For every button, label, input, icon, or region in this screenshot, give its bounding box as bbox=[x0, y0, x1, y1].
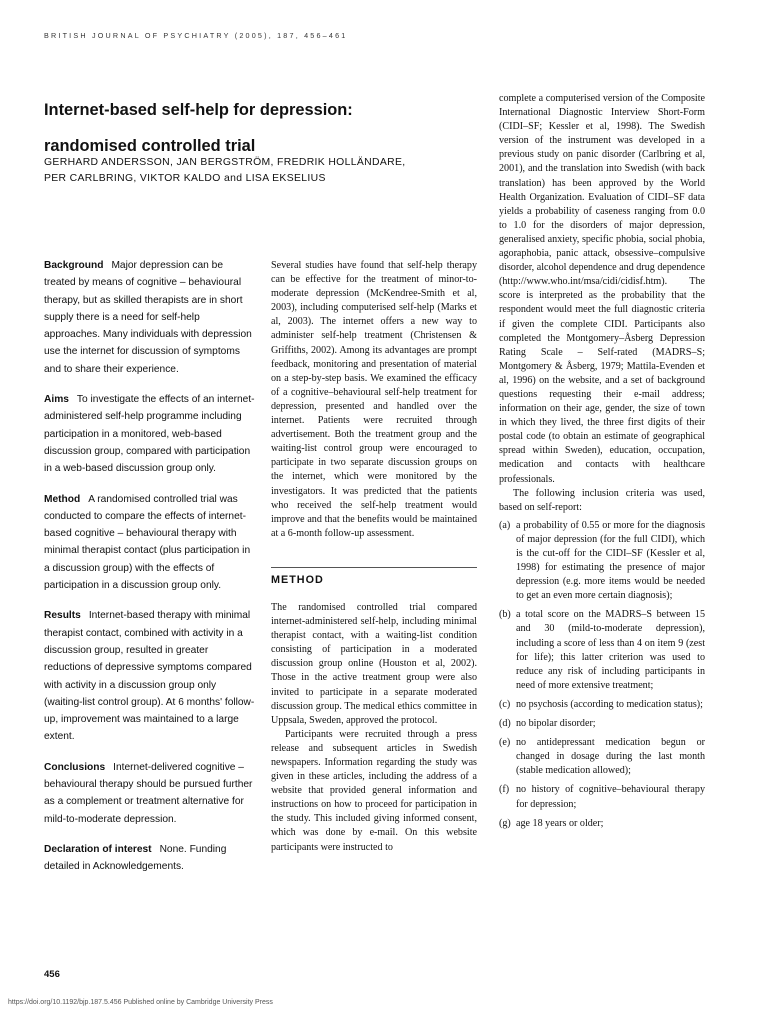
abstract-heading-background: Background bbox=[44, 260, 104, 271]
criterion-label: (a) bbox=[499, 519, 511, 531]
col3-paragraph-1: complete a computerised version of the Composite International Diagnostic Interview Short-Form (CIDI–SF; Kessler et al, 1998). The Swedish version of the instrument was developed in a previous study on panic disorder (Carlbring et al, 2001), and the translation into Swedish (with back translation) has been approved by the World Health Organization. Evaluation of CIDI–SF data yields a probability of caseness ranging from 0.0 to 1.0 for the disorders of major depression, generalised anxiety, specific phobia, social phobia, agoraphobia, panic attack, obsessive–compulsive disorder, alcohol dependence and drug dependence (http://www.who.int/msa/cidi/cidisf.htm). The score is interpreted as the probability that the respondent would meet the full diagnostic criteria if given the complete CIDI. Participants also completed the Montgomery–Åsberg Depression Rating Scale – Self-rated (MADRS–S; Montgomery & Åsberg, 1979; Mattila-Evenden et al, 1996) on the website, and a set of background questions requesting their e-mail address; information on their age, gender, the size of town in which they lived, the three first digits of their postal code (to obtain an estimate of geographical spread within Sweden), education, occupation, medication and contacts with healthcare professionals. bbox=[499, 93, 705, 485]
doi-footer: https://doi.org/10.1192/bjp.187.5.456 Published online by Cambridge University Press bbox=[8, 999, 273, 1006]
list-item bbox=[499, 519, 705, 604]
abstract-heading-results: Results bbox=[44, 610, 81, 622]
article-title bbox=[44, 92, 474, 164]
criterion-text: a total score on the MADRS–S between 15 and 30 (mild-to-moderate depression), including a score of less than 4 on item 9 (zest for life); this latter criterion was used to reduce any risk of including participants in need of more extensive treatment; bbox=[516, 609, 705, 691]
abstract-text-background: Major depression can be treated by means of cognitive – behavioural therapy, but as skilled therapists are in short supply there is a need for self-help approaches. Many individuals with depression use the internet for discussion of symptoms and to share their experience. bbox=[44, 260, 252, 375]
abstract-heading-conclusions: Conclusions bbox=[44, 761, 106, 773]
list-item bbox=[499, 698, 705, 712]
running-head: BRITISH JOURNAL OF PSYCHIATRY (2005), 187, 456–461 bbox=[44, 31, 348, 40]
author-list bbox=[44, 155, 474, 186]
criterion-text: age 18 years or older; bbox=[516, 817, 604, 829]
criterion-text: a probability of 0.55 or more for the diagnosis of major depression (for the full CIDI), which is the cut-off for the CIDI–SF (Kessler et al, 1998) for estimating the presence of major depression (e.g. more items would be needed to get an even more certain diagnosis); bbox=[516, 519, 705, 602]
abstract-text-conclusions: Internet-delivered cognitive – behavioural therapy should be pursued further as a complement or treatment alternative for mild-to-moderate depression. bbox=[44, 761, 253, 825]
criterion-text: no bipolar disorder; bbox=[516, 718, 596, 730]
intro-paragraph: Several studies have found that self-help therapy can be effective for the treatment of minor-to-moderate depression (McKendree-Smith et al, 2003), including computerised self-help (Marks et al, 2003). The internet offers a new way to administer self-help treatment (Christensen & Griffiths, 2002). Among its advantages are prompt feedback, monitoring and presentation of material on a step-by-step basis. We examined the efficacy of a cognitive–behavioural self-help treatment for depression, presented and handled over the internet. Patients were recruited through advertisement. Both the treatment group and the waiting-list control group were encouraged to participate in two separate discussion groups on the internet, which were monitored by the investigators. It was predicted that the patients who received the self-help treatment would improve and that the benefits would be maintained at a 6-month follow-up assessment. bbox=[271, 260, 477, 539]
criterion-label: (c) bbox=[499, 698, 511, 710]
criterion-label: (d) bbox=[499, 718, 511, 730]
authors-line-1: GERHARD ANDERSSON, JAN BERGSTRÖM, FREDRIK HOLLÄNDARE, bbox=[44, 157, 406, 168]
abstract-text-aims: To investigate the effects of an internet-administered self-help programme including participation in a monitored, web-based discussion group, compared with participation in a web-based discussion group only. bbox=[44, 394, 255, 475]
criterion-text: no antidepressant medication begun or changed in dosage during the last month (stable medication allowed); bbox=[516, 737, 705, 777]
body-column-2 bbox=[271, 259, 477, 855]
abstract-text-declaration: None. Funding detailed in Acknowledgements. bbox=[44, 843, 227, 873]
abstract-heading-declaration: Declaration of interest bbox=[44, 843, 152, 855]
abstract-method bbox=[44, 491, 256, 595]
abstract-background bbox=[44, 257, 256, 378]
method-paragraph-2: Participants were recruited through a press release and subsequent articles in Swedish newspapers. Information regarding the study was given in these articles, including the address of a website that provided general information and instructions on how to proceed for participation in the study. This included giving informed consent, which was done by e-mail. On this website participants were instructed to bbox=[271, 728, 477, 853]
inclusion-criteria-list bbox=[499, 519, 705, 831]
criterion-label: (f) bbox=[499, 784, 510, 796]
abstract-declaration bbox=[44, 841, 256, 876]
criterion-text: no history of cognitive–behavioural therapy for depression; bbox=[516, 784, 705, 810]
abstract-conclusions bbox=[44, 759, 256, 828]
section-heading-method: METHOD bbox=[271, 567, 477, 587]
page-number: 456 bbox=[44, 969, 60, 980]
abstract-heading-aims: Aims bbox=[44, 394, 69, 406]
title-line-1: Internet-based self-help for depression: bbox=[44, 101, 353, 119]
criterion-label: (g) bbox=[499, 817, 511, 829]
col3-paragraph-2: The following inclusion criteria was used, based on self-report: bbox=[499, 487, 705, 513]
abstract-aims bbox=[44, 391, 256, 477]
method-paragraph-1: The randomised controlled trial compared internet-administered self-help, including minimal therapist contact, with a waiting-list condition consisting of participation in a moderated discussion group online (Houston et al, 2002). Those in the active treatment group were also invited to participate in a separate moderated discussion group. The medical ethics committee in Uppsala, Sweden, approved the protocol. bbox=[271, 601, 477, 726]
criterion-label: (e) bbox=[499, 737, 511, 749]
criterion-text: no psychosis (according to medication status); bbox=[516, 698, 703, 710]
abstract-text-method: A randomised controlled trial was conducted to compare the effects of internet-based cognitive – behavioural therapy with minimal therapist contact (plus participation in a discussion group) with the effects of participation in a discussion group only. bbox=[44, 493, 251, 592]
abstract-results bbox=[44, 607, 256, 745]
abstract-text-results: Internet-based therapy with minimal therapist contact, combined with activity in a discussion group, resulted in greater reductions of depressive symptoms compared with activity in a discussion group only (waiting-list control group). At 6 months' follow-up, improvement was maintained to a large extent. bbox=[44, 610, 255, 743]
list-item bbox=[499, 736, 705, 778]
authors-line-2: PER CARLBRING, VIKTOR KALDO and LISA EKSELIUS bbox=[44, 172, 326, 184]
criterion-label: (b) bbox=[499, 609, 511, 621]
abstract bbox=[44, 257, 256, 889]
list-item bbox=[499, 717, 705, 731]
title-line-2: randomised controlled trial bbox=[44, 137, 256, 155]
abstract-heading-method: Method bbox=[44, 493, 81, 505]
list-item bbox=[499, 783, 705, 811]
body-column-3 bbox=[499, 92, 705, 836]
list-item bbox=[499, 817, 705, 831]
list-item bbox=[499, 608, 705, 693]
